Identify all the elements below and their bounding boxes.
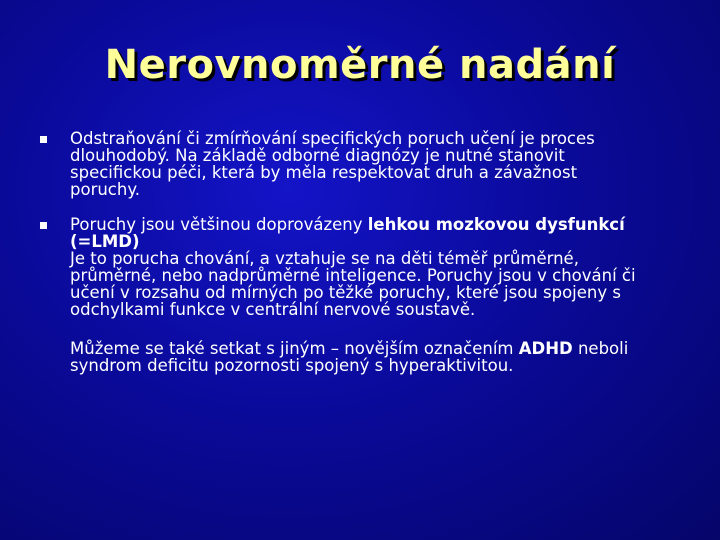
bullet-1-line-2: dlouhodobý. Na základě odborné diagnózy je nutné stanovit	[70, 146, 565, 165]
bullet-2-line-3: Je to porucha chování, a vztahuje se na děti téměř průměrné,	[70, 249, 579, 268]
square-bullet-icon	[40, 136, 47, 143]
bullet-list	[36, 130, 686, 374]
bullet-1-line-3: specifickou péči, která by měla respektovat druh a závažnost	[70, 163, 578, 182]
bullet-2-intro-text: Poruchy jsou většinou doprovázeny	[70, 215, 368, 234]
bullet-1-line-4: poruchy.	[70, 180, 140, 199]
square-bullet-icon	[40, 222, 47, 229]
adhd-term: ADHD	[518, 339, 573, 358]
adhd-paragraph	[36, 340, 686, 374]
adhd-intro-text: Můžeme se také setkat s jiným – novějším označením	[70, 339, 519, 358]
bullet-2-line-1	[70, 216, 686, 233]
adhd-post-text: neboli	[572, 339, 629, 358]
adhd-line-2: syndrom deficitu pozornosti spojený s hyperaktivitou.	[70, 356, 514, 375]
bullet-2-line-2: (=LMD)	[70, 232, 140, 251]
bullet-item-2	[36, 216, 686, 318]
bullet-item-1	[36, 130, 686, 198]
bullet-1-line-1: Odstraňování či zmírňování specifických poruch učení je proces	[70, 129, 595, 148]
adhd-line-1	[70, 340, 686, 357]
bullet-2-line-4: průměrné, nebo nadprůměrné inteligence. Poruchy jsou v chování či	[70, 266, 636, 285]
slide-title: Nerovnoměrné nadání	[104, 42, 616, 88]
bullet-2-lmd-term: lehkou mozkovou dysfunkcí	[367, 215, 625, 234]
bullet-2-line-6: odchylkami funkce v centrální nervové soustavě.	[70, 300, 476, 319]
bullet-2-line-5: učení v rozsahu od mírných po těžké poruchy, které jsou spojeny s	[70, 283, 621, 302]
